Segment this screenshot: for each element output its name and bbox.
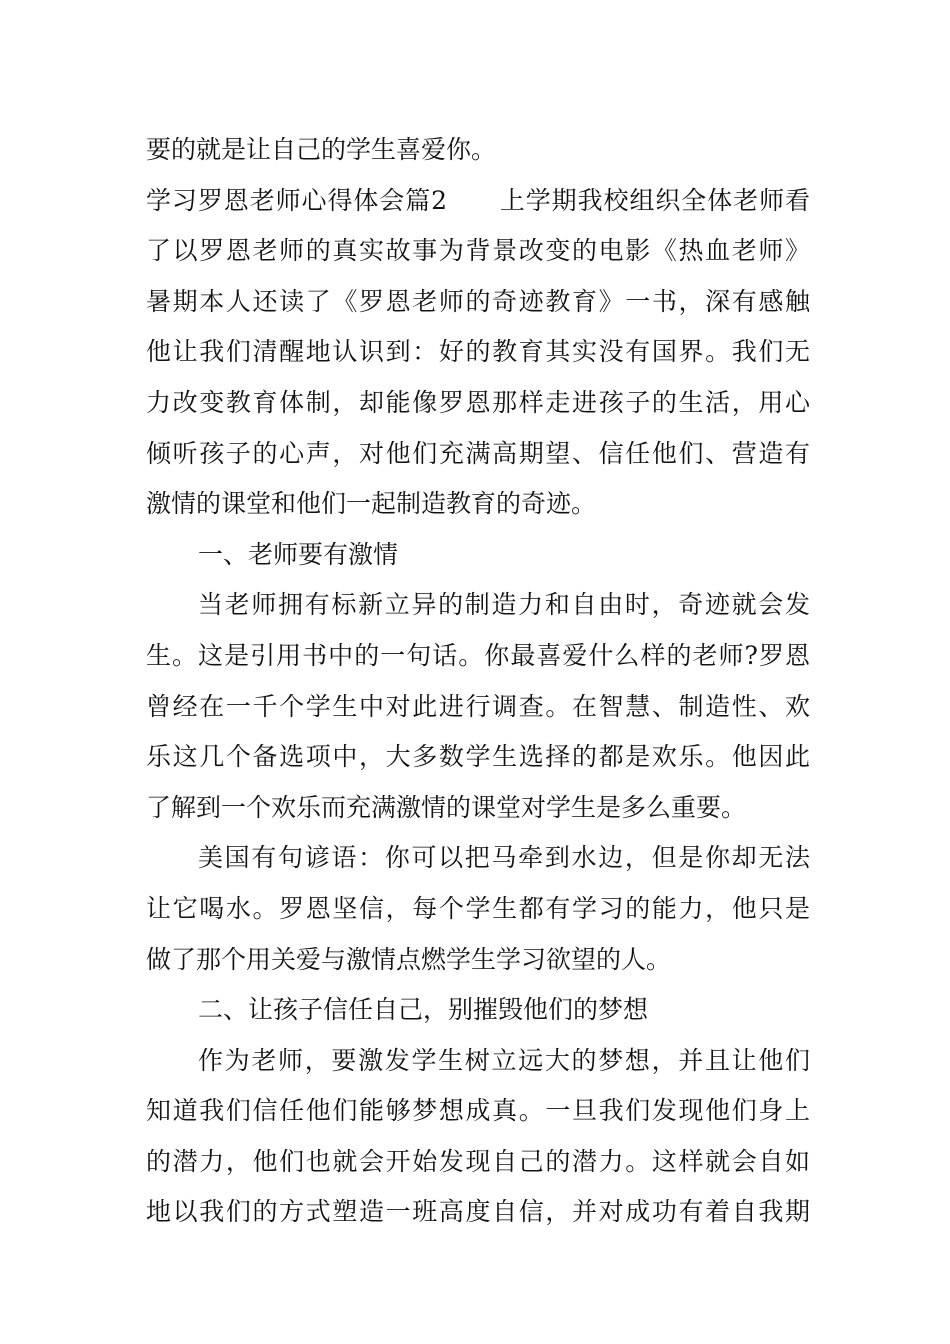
text-line: 倾听孩子的心声，对他们充满高期望、信任他们、营造有 [146, 438, 810, 468]
text-line: 让它喝水。罗恩坚信，每个学生都有学习的能力，他只是 [146, 893, 810, 923]
text-line: 了以罗恩老师的真实故事为背景改变的电影《热血老师》 [146, 236, 810, 266]
text-line: 作为老师，要激发学生树立远大的梦想，并且让他们 [198, 1045, 810, 1075]
text-line: 力改变教育体制，却能像罗恩那样走进孩子的生活，用心 [146, 387, 810, 417]
text-line: 生。这是引用书中的一句话。你最喜爱什么样的老师?罗恩 [146, 640, 810, 670]
text-line: 当老师拥有标新立异的制造力和自由时，奇迹就会发 [198, 590, 810, 620]
text-line: 乐这几个备选项中，大多数学生选择的都是欢乐。他因此 [146, 742, 810, 772]
text-line: 做了那个用关爱与激情点燃学生学习欲望的人。 [146, 944, 672, 974]
text-line: 的潜力，他们也就会开始发现自己的潜力。这样就会自如 [146, 1146, 810, 1176]
text-line: 要的就是让自己的学生喜爱你。 [146, 135, 497, 164]
text-line: 地以我们的方式塑造一班高度自信，并对成功有着自我期 [146, 1197, 810, 1227]
text-line: 知道我们信任他们能够梦想成真。一旦我们发现他们身上 [146, 1096, 810, 1126]
text-line: 了解到一个欢乐而充满激情的课堂对学生是多么重要。 [146, 792, 747, 822]
text-line: 他让我们清醒地认识到：好的教育其实没有国界。我们无 [146, 337, 810, 367]
text-line: 学习罗恩老师心得体会篇2 上学期我校组织全体老师看 [146, 185, 810, 215]
text-line: 美国有句谚语：你可以把马牵到水边，但是你却无法 [198, 843, 810, 873]
document-body [146, 125, 810, 1238]
text-line: 激情的课堂和他们一起制造教育的奇迹。 [146, 489, 597, 519]
text-line: 曾经在一千个学生中对此进行调查。在智慧、制造性、欢 [146, 691, 810, 721]
text-line: 暑期本人还读了《罗恩老师的奇迹教育》一书，深有感触 [146, 286, 810, 316]
section-heading: 一、老师要有激情 [198, 539, 399, 569]
section-heading: 二、让孩子信任自己，别摧毁他们的梦想 [198, 995, 649, 1025]
